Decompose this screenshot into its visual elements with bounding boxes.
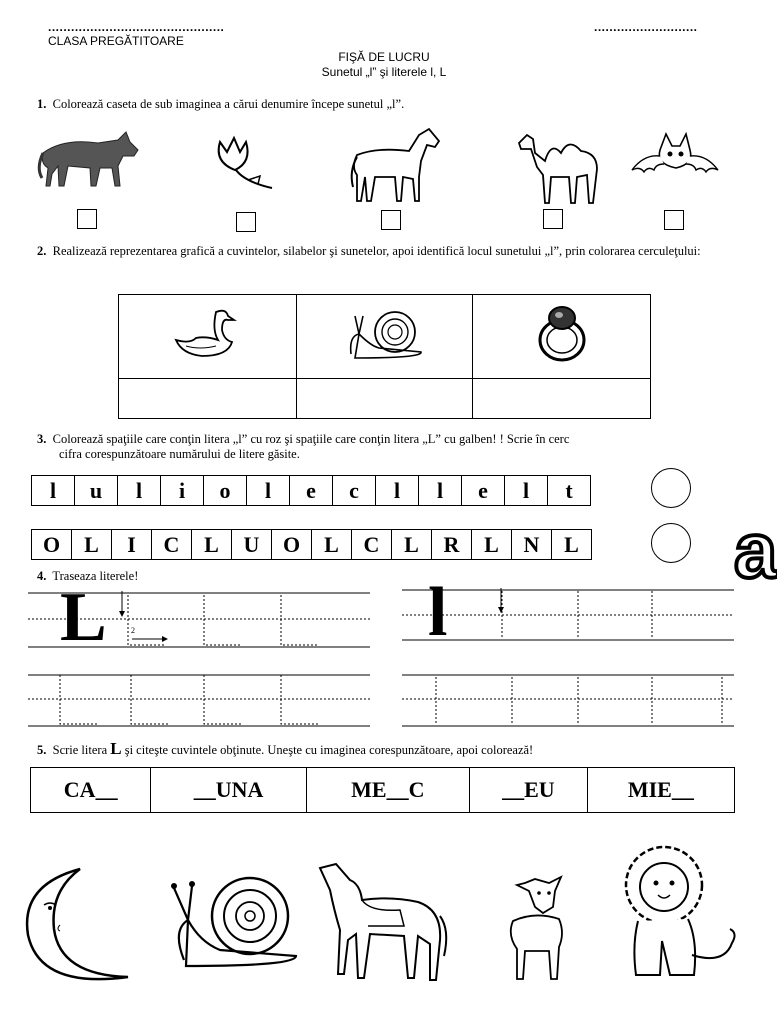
ex2-cell-snail	[296, 295, 473, 379]
ex2-answer-snail[interactable]	[296, 379, 473, 419]
ex3-lowercase-letter-cell[interactable]: c	[332, 475, 376, 506]
word-cell-5[interactable]: MIE__	[587, 768, 734, 813]
ex3-text-2: cifra corespunzătoare numărului de litere găsite.	[59, 447, 300, 461]
ex3-lowercase-letter-cell[interactable]: l	[504, 475, 548, 506]
ex4-text: Traseaza literele!	[52, 569, 139, 583]
tulip-icon	[210, 132, 280, 192]
ex2-table	[118, 294, 651, 419]
ex3-uppercase-letter-cell[interactable]: L	[71, 529, 112, 560]
horse-icon	[347, 127, 447, 203]
snail-icon	[345, 306, 425, 362]
ex3-uppercase-row	[32, 529, 592, 560]
ex3-lowercase-letter-cell[interactable]: i	[160, 475, 204, 506]
ex3-uppercase-letter-cell[interactable]: L	[471, 529, 512, 560]
page-title: FIŞĂ DE LUCRU	[338, 50, 430, 64]
ex3-lowercase-letter-cell[interactable]: o	[203, 475, 247, 506]
date-line: ...........................	[594, 20, 698, 34]
ex3-uppercase-letter-cell[interactable]: L	[191, 529, 232, 560]
word-cell-4[interactable]: __EU	[470, 768, 588, 813]
ex4-number: 4.	[37, 569, 47, 583]
ex1-text: Colorează caseta de sub imaginea a cărui denumire începe sunetul „l”.	[52, 97, 405, 111]
ex3-count-circle-uppercase[interactable]	[651, 523, 691, 563]
word-cell-3[interactable]: ME__C	[306, 768, 469, 813]
stroke-number: 2	[131, 626, 135, 635]
bat-icon	[630, 130, 720, 188]
ex3-uppercase-letter-cell[interactable]: L	[311, 529, 352, 560]
ring-icon	[532, 304, 592, 364]
class-label: CLASA PREGĂTITOARE	[48, 34, 184, 48]
ex3-lowercase-letter-cell[interactable]: t	[547, 475, 591, 506]
ex3-uppercase-letter-cell[interactable]: N	[511, 529, 552, 560]
ex3-text-1: Colorează spaţiile care conţin litera „l” cu roz şi spaţiile care conţin litera „L” cu galben! ! Scrie în cerc	[52, 432, 570, 446]
ex1-checkbox-tulip[interactable]	[236, 212, 256, 232]
ex3-uppercase-letter-cell[interactable]: R	[431, 529, 472, 560]
word-cell-2[interactable]: __UNA	[151, 768, 306, 813]
ex5-word-table	[30, 767, 735, 813]
model-letter-uppercase: L	[60, 579, 107, 656]
ex3-instruction	[37, 432, 737, 462]
ex3-lowercase-letter-cell[interactable]: l	[418, 475, 462, 506]
swan-icon	[172, 306, 242, 362]
lamb-icon[interactable]	[495, 873, 585, 983]
ex2-answer-swan[interactable]	[119, 379, 297, 419]
wolf-icon	[38, 128, 143, 190]
model-letter-lowercase: l	[428, 574, 448, 651]
ex3-lowercase-row	[32, 475, 591, 506]
tracing-area-lowercase[interactable]	[402, 585, 734, 729]
page-subtitle: Sunetul „l” şi literele l, L	[321, 65, 447, 79]
ex3-uppercase-letter-cell[interactable]: C	[351, 529, 392, 560]
ex2-number: 2.	[37, 244, 47, 258]
word-cell-1[interactable]: CA__	[31, 768, 151, 813]
ex1-checkbox-horse[interactable]	[381, 210, 401, 230]
ex3-lowercase-letter-cell[interactable]: l	[246, 475, 290, 506]
ex3-uppercase-letter-cell[interactable]: O	[31, 529, 72, 560]
ex3-lowercase-letter-cell[interactable]: l	[375, 475, 419, 506]
ex1-checkbox-bat[interactable]	[664, 210, 684, 230]
ex3-lowercase-letter-cell[interactable]: e	[289, 475, 333, 506]
ex2-cell-swan	[119, 295, 297, 379]
ex3-uppercase-letter-cell[interactable]: O	[271, 529, 312, 560]
ex3-count-circle-lowercase[interactable]	[651, 468, 691, 508]
ex3-lowercase-letter-cell[interactable]: l	[31, 475, 75, 506]
lion-icon[interactable]	[612, 845, 740, 980]
ex3-uppercase-letter-cell[interactable]: U	[231, 529, 272, 560]
ex5-number: 5.	[37, 743, 47, 757]
ex3-lowercase-letter-cell[interactable]: u	[74, 475, 118, 506]
name-line: ..............................................	[48, 20, 225, 34]
ex2-text: Realizează reprezentarea grafică a cuvintelor, silabelor şi sunetelor, apoi identifică locul sunetului „l”, prin colorarea cerculeţului:	[52, 244, 701, 258]
ex3-number: 3.	[37, 432, 47, 446]
moon-icon[interactable]	[20, 865, 135, 990]
ex2-instruction	[37, 244, 727, 259]
ex3-uppercase-letter-cell[interactable]: L	[551, 529, 592, 560]
ex3-lowercase-letter-cell[interactable]: e	[461, 475, 505, 506]
ex3-side-letter: a	[734, 506, 777, 594]
ex2-cell-ring	[473, 295, 651, 379]
ex5-letter: L	[110, 739, 122, 758]
ex1-checkbox-camel[interactable]	[543, 209, 563, 229]
ex3-uppercase-letter-cell[interactable]: I	[111, 529, 152, 560]
camel-icon	[515, 127, 605, 205]
snail-icon-bottom[interactable]	[170, 870, 300, 970]
ex1-instruction	[37, 97, 404, 112]
ex3-lowercase-letter-cell[interactable]: l	[117, 475, 161, 506]
ex1-number: 1.	[37, 97, 47, 111]
ex3-uppercase-letter-cell[interactable]: L	[391, 529, 432, 560]
ex3-uppercase-letter-cell[interactable]: C	[151, 529, 192, 560]
ex5-text-before: Scrie litera	[52, 743, 108, 757]
ex5-text-after: şi citeşte cuvintele obţinute. Uneşte cu imaginea corespunzătoare, apoi colorează!	[124, 743, 534, 757]
horse-icon-bottom[interactable]	[300, 860, 450, 985]
ex1-checkbox-wolf[interactable]	[77, 209, 97, 229]
ex2-answer-ring[interactable]	[473, 379, 651, 419]
ex5-instruction	[37, 741, 533, 758]
